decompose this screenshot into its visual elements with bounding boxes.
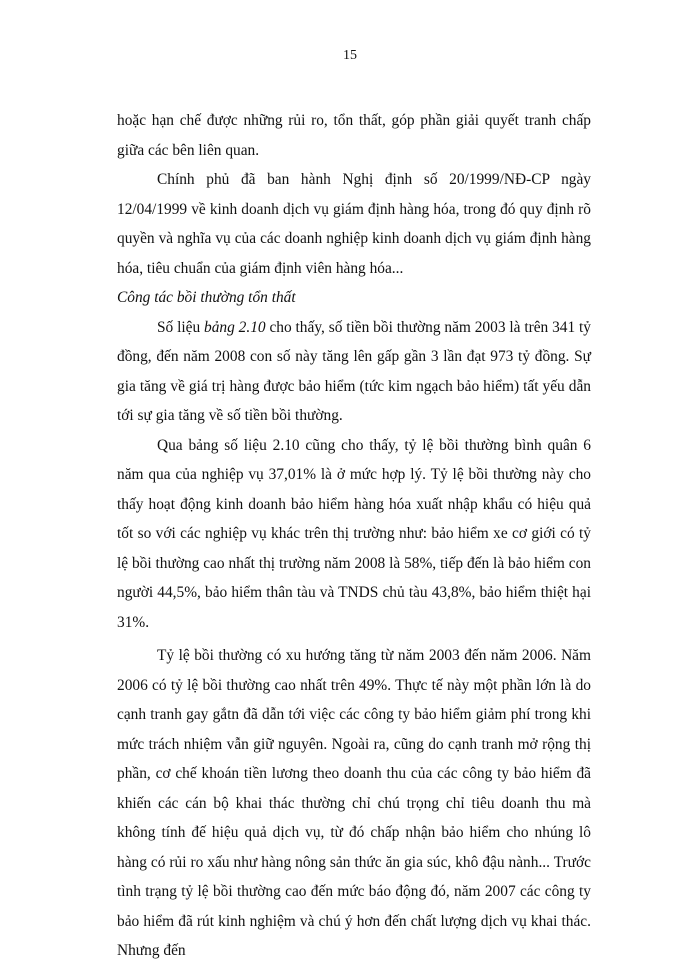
paragraph-text: cho thấy, số tiền bồi thường năm 2003 là trên 341 tỷ đồng, đến năm 2008 con số này tăng lên gấp gần 3 lần đạt 973 tỷ đồng. Sự gia tăng về giá trị hàng được bảo hiểm (tức kim ngạch bảo hiểm) tất yếu dẫn tới sự gia tăng về số tiền bồi thường. [117,318,592,424]
paragraph-compensation-amount [117,313,591,431]
document-body [117,106,591,966]
paragraph-compensation-ratio: Qua bảng số liệu 2.10 cũng cho thấy, tỷ lệ bồi thường bình quân 6 năm qua của nghiệp vụ 37,01% là ở mức hợp lý. Tỷ lệ bồi thường này cho thấy hoạt động kinh doanh bảo hiểm hàng hóa xuất nhập khẩu có hiệu quả tốt so với các nghiệp vụ khác trên thị trường như: bảo hiểm xe cơ giới có tỷ lệ bồi thường cao nhất thị trường năm 2008 là 58%, tiếp đến là bảo hiểm con người 44,5%, bảo hiểm thân tàu và TNDS chủ tàu 43,8%, bảo hiểm thiệt hại 31%. [117,436,591,631]
section-heading: Công tác bồi thường tổn thất [117,289,296,306]
paragraph-text: Số liệu [157,318,205,336]
page-number: 15 [343,48,357,63]
paragraph-ratio-trend: Tỷ lệ bồi thường có xu hướng tăng từ năm 2003 đến năm 2006. Năm 2006 có tỷ lệ bồi thường cao nhất trên 49%. Thực tế này một phần lớn là do cạnh tranh gay gắtn đã dẫn tới việc các công ty bảo hiểm giảm phí trong khi mức trách nhiệm vẫn giữ nguyên. Ngoài ra, cũng do cạnh tranh mở rộng thị phần, cơ chế khoán tiền lương theo doanh thu của các công ty bảo hiểm đã khiến các cán bộ khai thác thường chỉ chú trọng chỉ tiêu doanh thu mà không tính đế hiệu quả dịch vụ, từ đó chấp nhận bảo hiểm cho nhúng lô hàng có rủi ro xấu như hàng nông sản thức ăn gia súc, khô đậu nành... Trước tình trạng tỷ lệ bồi thường cao đến mức báo động đó, năm 2007 các công ty bảo hiểm đã rút kinh nghiệm và chú ý hơn đến chất lượng dịch vụ khai thác. Nhưng đến [117,647,591,959]
paragraph-decree: Chính phủ đã ban hành Nghị định số 20/1999/NĐ-CP ngày 12/04/1999 về kinh doanh dịch vụ giám định hàng hóa, trong đó quy định rõ quyền và nghĩa vụ của các doanh nghiệp kinh doanh dịch vụ giám định hàng hóa, tiêu chuẩn của giám định viên hàng hóa... [117,171,591,277]
paragraph-continuation: hoặc hạn chế được những rủi ro, tổn thất, góp phần giải quyết tranh chấp giữa các bên liên quan. [117,112,591,159]
table-reference: bảng 2.10 [204,318,266,336]
